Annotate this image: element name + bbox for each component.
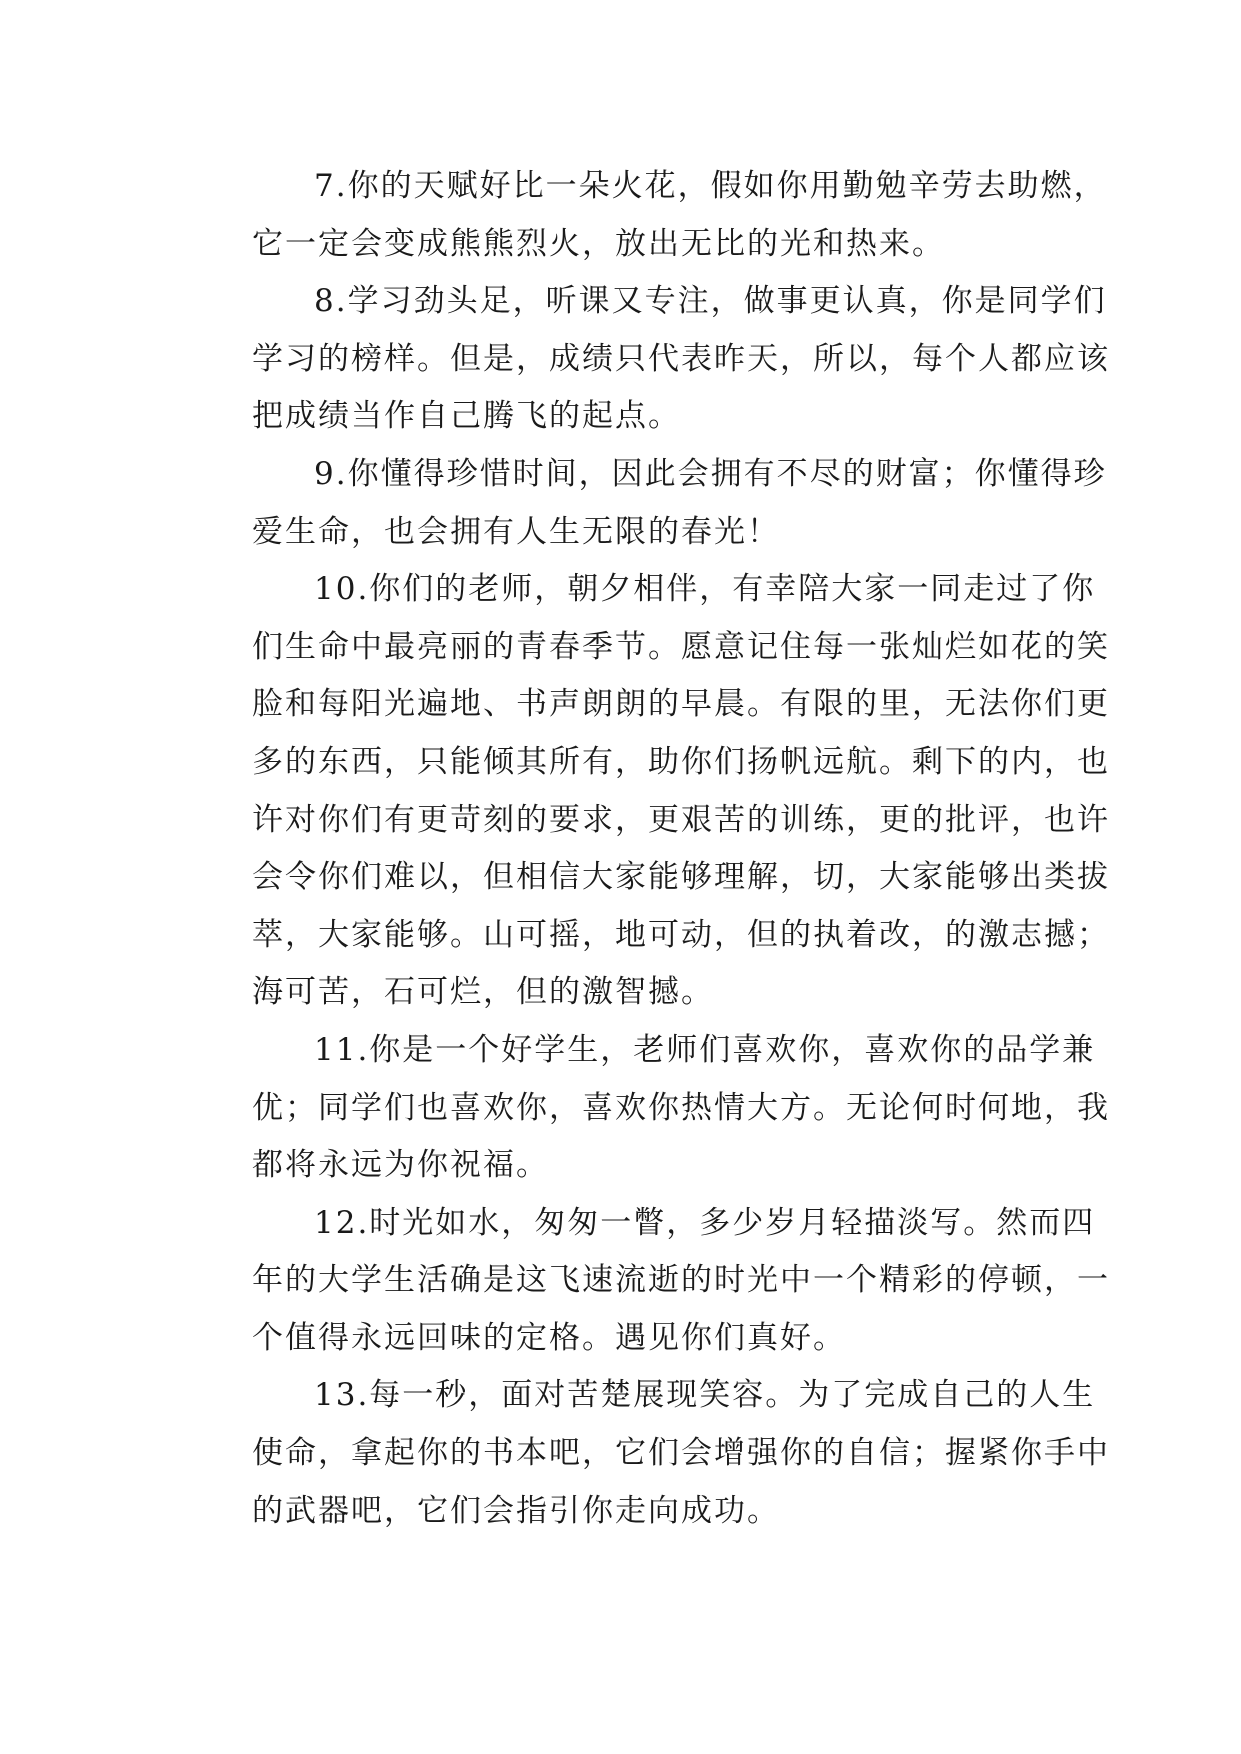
text-line: 使命，拿起你的书本吧，它们会增强你的自信；握紧你手中 xyxy=(252,1435,1110,1472)
text-line: 多的东西，只能倾其所有，助你们扬帆远航。剩下的内，也 xyxy=(252,743,1110,780)
text-line: 11.你是一个好学生，老师们喜欢你，喜欢你的品学兼 xyxy=(314,1031,1096,1068)
document-page xyxy=(190,158,1110,1540)
text-line: 们生命中最亮丽的青春季节。愿意记住每一张灿烂如花的笑 xyxy=(252,628,1110,665)
text-line: 学习的榜样。但是，成绩只代表昨天，所以，每个人都应该 xyxy=(252,340,1110,377)
text-line: 会令你们难以，但相信大家能够理解，切，大家能够出类拔 xyxy=(252,859,1110,896)
text-line: 年的大学生活确是这飞速流逝的时光中一个精彩的停顿，一 xyxy=(252,1262,1110,1299)
paragraph-8 xyxy=(190,273,1110,446)
text-line: 7.你的天赋好比一朵火花，假如你用勤勉辛劳去助燃， xyxy=(314,168,1107,204)
text-line: 8.学习劲头足，听课又专注，做事更认真，你是同学们 xyxy=(314,283,1107,320)
paragraph-11 xyxy=(190,1022,1110,1195)
text-line: 个值得永远回味的定格。遇见你们真好。 xyxy=(252,1319,846,1356)
text-line: 12.时光如水，匆匆一瞥，多少岁月轻描淡写。然而四 xyxy=(314,1204,1096,1241)
text-line: 都将永远为你祝福。 xyxy=(252,1147,549,1184)
text-line: 海可苦，石可烂，但的激智撼。 xyxy=(252,974,714,1011)
text-line: 13.每一秒，面对苦楚展现笑容。为了完成自己的人生 xyxy=(314,1377,1096,1414)
text-line: 爱生命，也会拥有人生无限的春光！ xyxy=(252,513,780,550)
text-line: 10.你们的老师，朝夕相伴，有幸陪大家一同走过了你 xyxy=(314,571,1096,608)
paragraph-10 xyxy=(190,561,1110,1022)
text-line: 许对你们有更苛刻的要求，更艰苦的训练，更的批评，也许 xyxy=(252,801,1110,838)
text-line: 把成绩当作自己腾飞的起点。 xyxy=(252,398,681,435)
paragraph-12 xyxy=(190,1195,1110,1368)
text-line: 萃，大家能够。山可摇，地可动，但的执着改，的激志撼； xyxy=(252,916,1110,953)
text-line: 脸和每阳光遍地、书声朗朗的早晨。有限的里，无法你们更 xyxy=(252,686,1110,723)
text-line: 的武器吧，它们会指引你走向成功。 xyxy=(252,1492,780,1529)
paragraph-9 xyxy=(190,446,1107,561)
text-line: 优；同学们也喜欢你，喜欢你热情大方。无论何时何地，我 xyxy=(252,1089,1110,1126)
text-line: 9.你懂得珍惜时间，因此会拥有不尽的财富；你懂得珍 xyxy=(314,455,1107,492)
text-line: 它一定会变成熊熊烈火，放出无比的光和热来。 xyxy=(252,225,945,262)
paragraph-7 xyxy=(190,158,1107,273)
paragraph-13 xyxy=(190,1367,1110,1540)
